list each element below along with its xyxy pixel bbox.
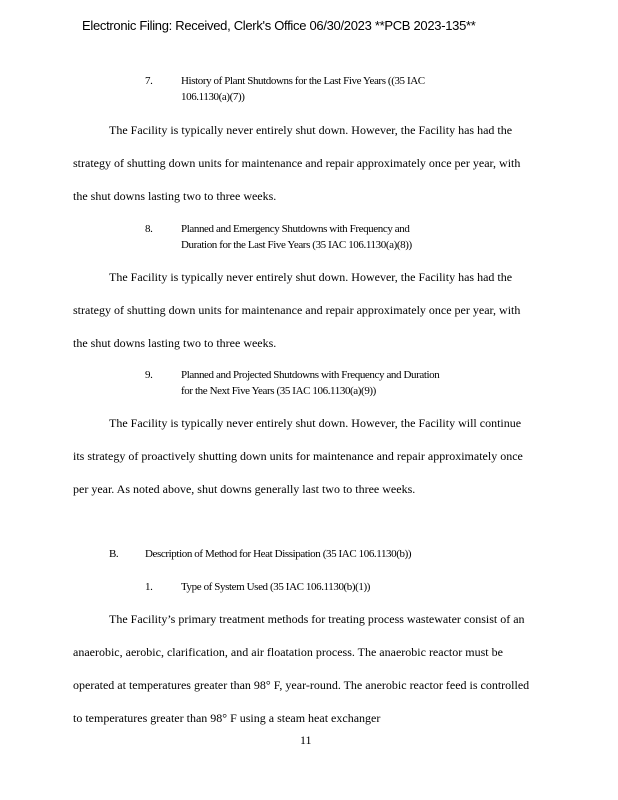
filing-header: Electronic Filing: Received, Clerk's Office 06/30/2023 **PCB 2023-135** [82,18,476,33]
section-7-paragraph: The Facility is typically never entirely shut down. However, the Facility has had the strategy of shutting down units for maintenance and repair approximately once per year, with the shut downs lasting two to three weeks. [73,123,521,203]
page-number: 11 [300,733,312,747]
section-8-paragraph: The Facility is typically never entirely shut down. However, the Facility has had the strategy of shutting down units for maintenance and repair approximately once per year, with the shut downs lasting two to three weeks. [73,270,521,350]
section-9-title-line1: Planned and Projected Shutdowns with Frequency and Duration [181,369,440,381]
subsection-1-paragraph: The Facility’s primary treatment methods for treating process wastewater consist of an anaerobic, aerobic, clarification, and air floatation process. The anaerobic reactor must be operated at temperatures greater than 98° F, year-round. The anerobic reactor feed is controlled to temperatures greater than 98° F using a steam heat exchanger [73,612,530,725]
subsection-1-title: Type of System Used (35 IAC 106.1130(b)(1)) [181,581,371,593]
section-8-number: 8. [145,223,153,235]
subsection-1-number: 1. [145,581,153,593]
section-8-title-line1: Planned and Emergency Shutdowns with Frequency and [181,223,410,235]
section-8-title-line2: Duration for the Last Five Years (35 IAC 106.1130(a)(8)) [181,239,412,251]
section-7-title-line1: History of Plant Shutdowns for the Last Five Years ((35 IAC [181,75,425,87]
section-9-number: 9. [145,369,153,381]
section-9-title-line2: for the Next Five Years (35 IAC 106.1130(a)(9)) [181,385,376,397]
section-7-title-line2: 106.1130(a)(7)) [181,91,245,103]
section-b-title: Description of Method for Heat Dissipation (35 IAC 106.1130(b)) [145,548,412,560]
section-b-letter: B. [109,548,119,560]
section-9-paragraph: The Facility is typically never entirely shut down. However, the Facility will continue its strategy of proactively shutting down units for maintenance and repair approximately once per year. As noted above, shut downs generally last two to three weeks. [73,416,523,496]
section-7-number: 7. [145,75,153,87]
